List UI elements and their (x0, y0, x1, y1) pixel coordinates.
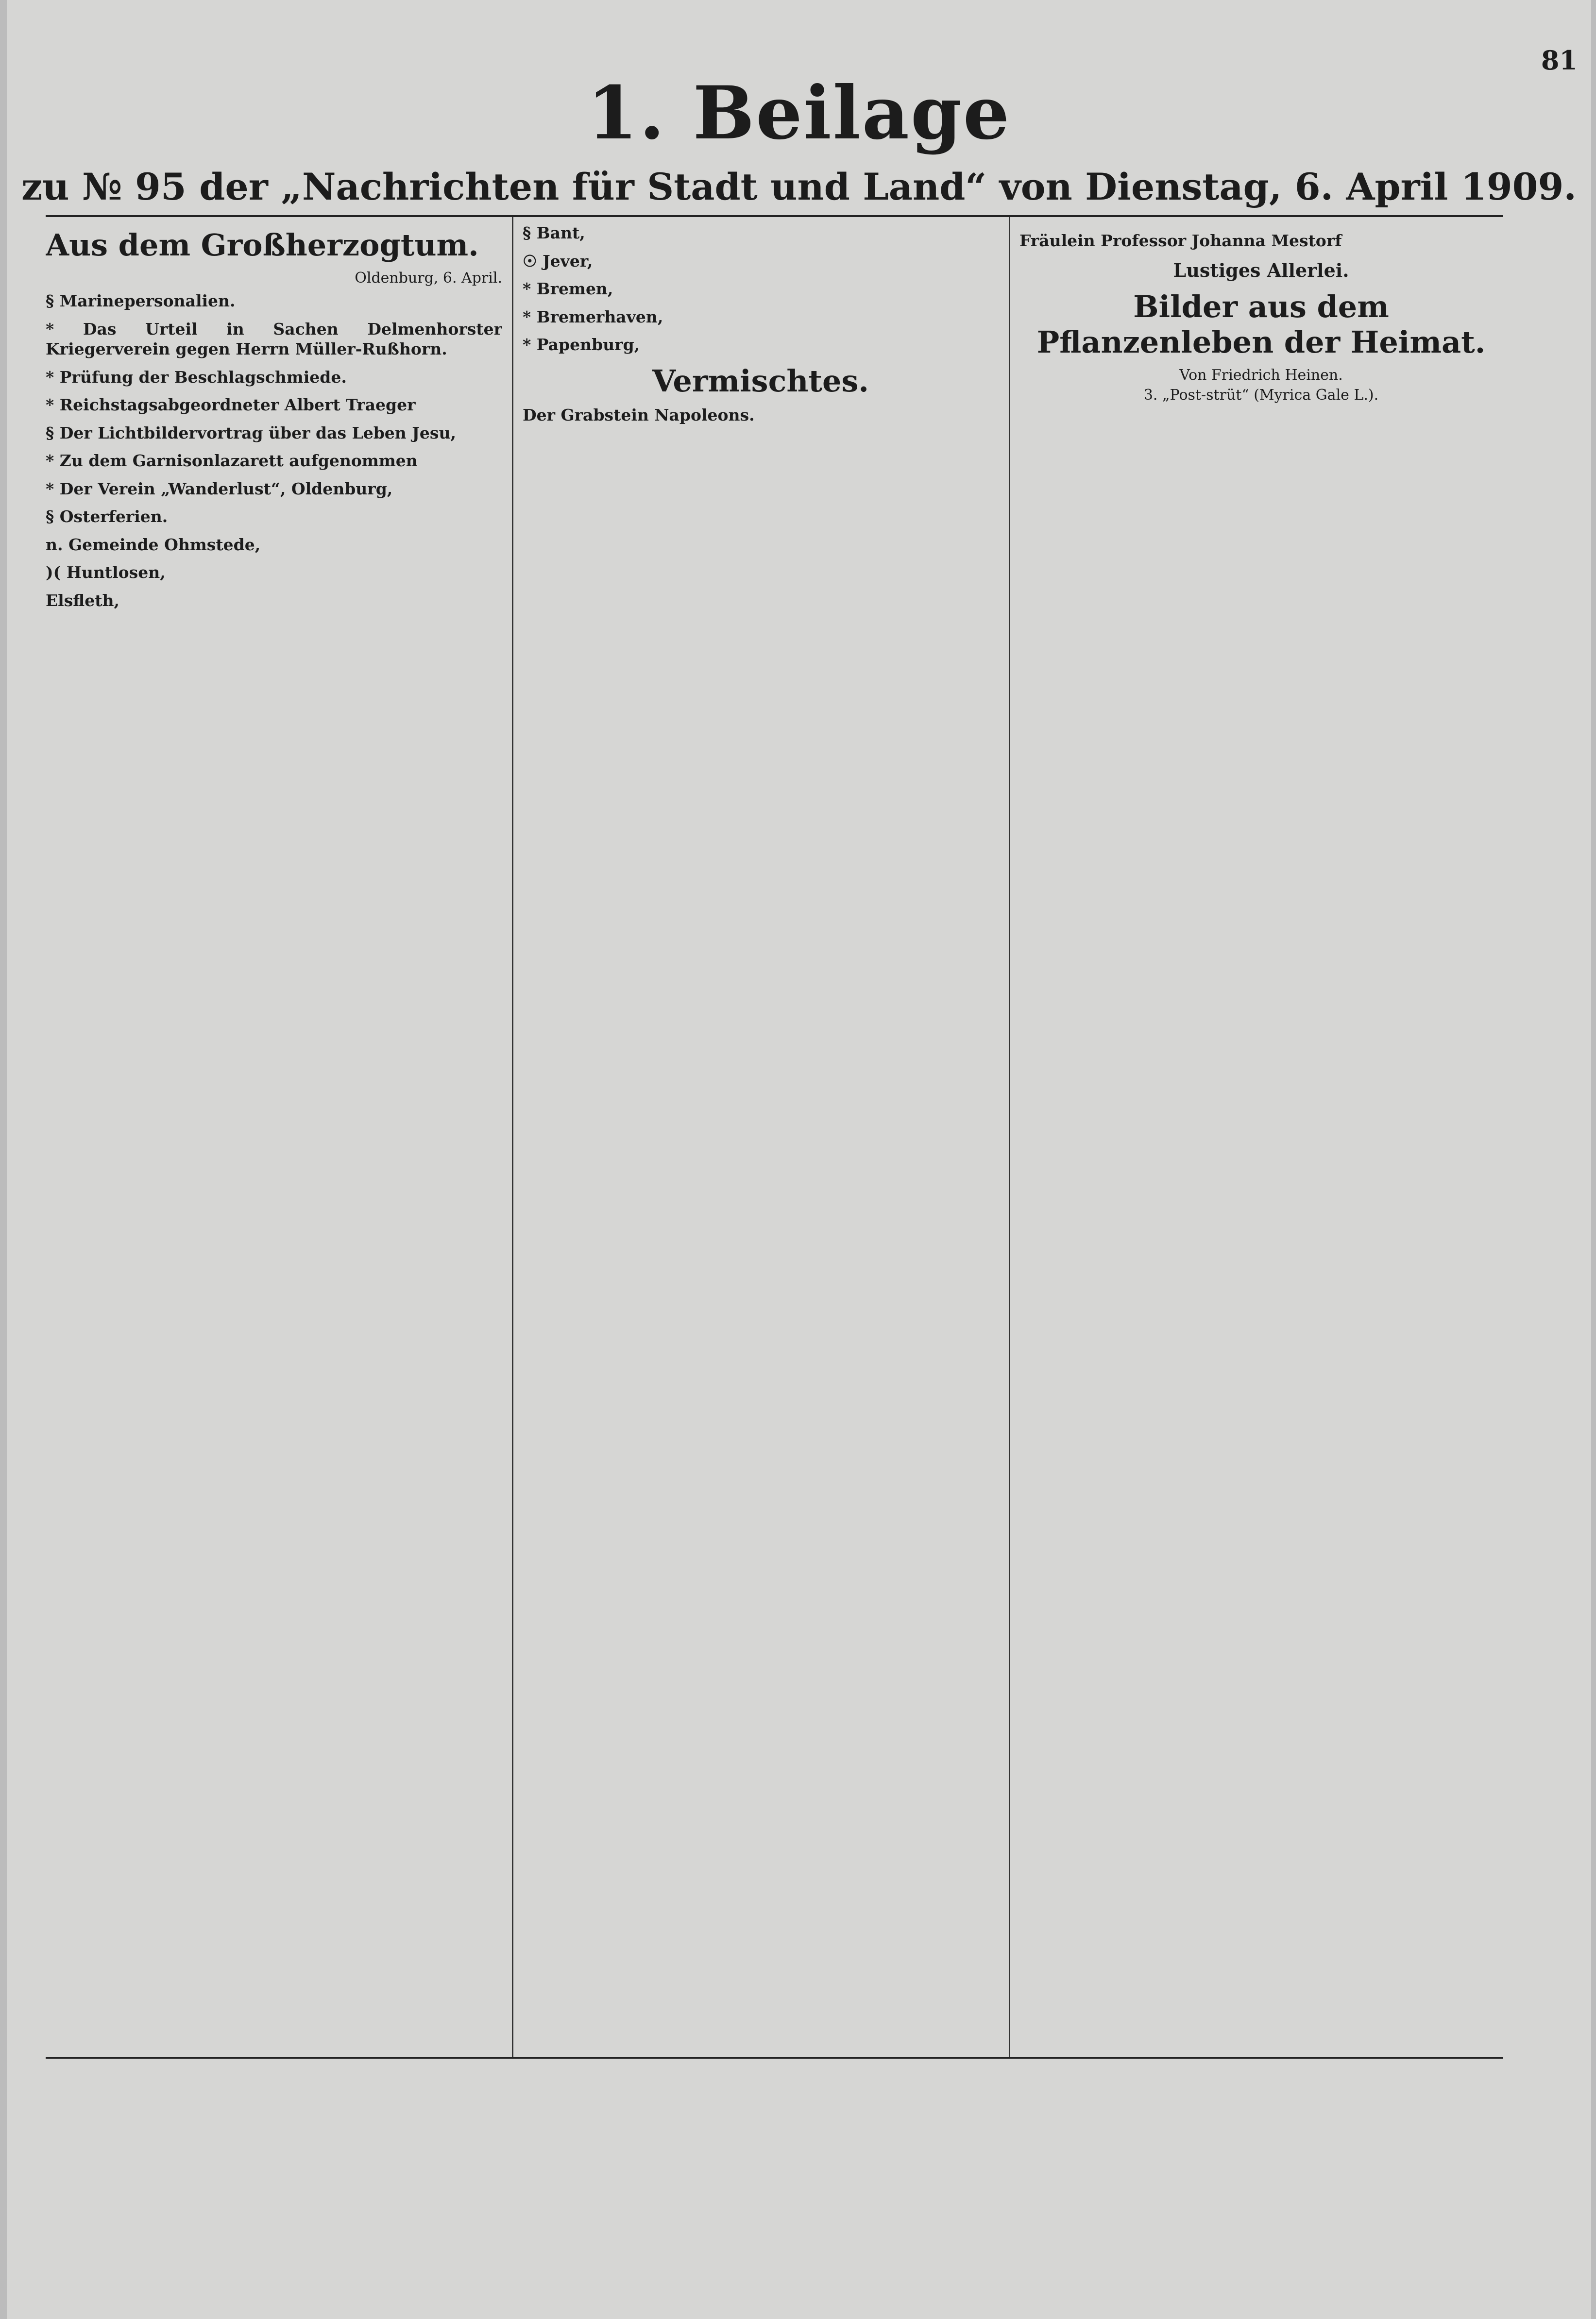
article-osterferien (46, 507, 502, 527)
article-marinepersonalien (46, 291, 502, 312)
article-traeger (46, 395, 502, 416)
article-bremen (523, 279, 999, 300)
article-grabstein-napoleons (523, 406, 999, 426)
column-2 (523, 223, 999, 2049)
section-title-grossherzogtum: Aus dem Großherzogtum. (46, 227, 479, 263)
article-huntlosen (46, 563, 502, 583)
article-heading: Elsfleth, (46, 591, 119, 610)
chapter-heading: 3. „Post-strüt“ (Myrica Gale L.). (1143, 386, 1379, 404)
dateline-oldenburg: Oldenburg, 6. April. (355, 270, 502, 287)
column-1 (46, 223, 502, 2049)
article-heading: * Papenburg, (523, 335, 640, 354)
byline: Von Friedrich Heinen. (1179, 366, 1343, 384)
footer-rule (46, 2057, 1503, 2059)
article-urteil-kriegerverein (46, 320, 502, 360)
article-heading: * Das Urteil in Sachen Delmenhorster Kriegerverein gegen Herrn Müller-Rußhorn. (46, 319, 502, 358)
article-elsfleth (46, 591, 502, 611)
article-ohmstede (46, 535, 502, 556)
article-bant (523, 223, 999, 244)
article-beschlagschmiede (46, 368, 502, 388)
section-title-pflanzenleben: Bilder aus dem Pflanzenleben der Heimat. (1036, 288, 1486, 360)
section-title-vermischtes: Vermischtes. (652, 363, 869, 399)
article-heading: * Bremerhaven, (523, 307, 663, 326)
page-number: 81 (1541, 45, 1578, 76)
article-heading: Fräulein Professor Johanna Mestorf (1019, 231, 1342, 250)
article-heading: * Zu dem Garnisonlazarett aufgenommen (46, 451, 418, 470)
column-3 (1019, 223, 1503, 2049)
article-heading: § Osterferien. (46, 507, 168, 526)
article-heading: § Bant, (523, 223, 585, 242)
article-heading: n. Gemeinde Ohmstede, (46, 535, 261, 554)
article-bremerhaven (523, 307, 999, 328)
header-rule (46, 215, 1503, 217)
article-heading: § Der Lichtbildervortrag über das Leben Jesu, (46, 423, 456, 442)
article-heading: * Prüfung der Beschlagschmiede. (46, 367, 347, 387)
supplement-title: 1. Beilage (587, 70, 1011, 156)
article-lichtbildervortrag (46, 423, 502, 444)
article-garnisonlazarett (46, 451, 502, 472)
section-title-lustiges-allerlei: Lustiges Allerlei. (1173, 259, 1349, 281)
article-heading: ☉ Jever, (523, 251, 593, 271)
article-heading: Der Grabstein Napoleons. (523, 405, 755, 424)
article-heading: * Bremen, (523, 279, 613, 298)
article-jever (523, 252, 999, 272)
column-divider (512, 217, 513, 2057)
article-heading: * Der Verein „Wanderlust“, Oldenburg, (46, 479, 393, 498)
article-heading: )( Huntlosen, (46, 563, 166, 582)
article-heading: § Marinepersonalien. (46, 291, 236, 310)
newspaper-page (7, 0, 1591, 2319)
issue-line: zu № 95 der „Nachrichten für Stadt und Land“ von Dienstag, 6. April 1909. (21, 165, 1577, 208)
article-heading: * Reichstagsabgeordneter Albert Traeger (46, 395, 416, 414)
column-divider (1009, 217, 1010, 2057)
article-wanderlust (46, 479, 502, 500)
article-papenburg (523, 335, 999, 355)
article-mestorf (1019, 231, 1503, 252)
